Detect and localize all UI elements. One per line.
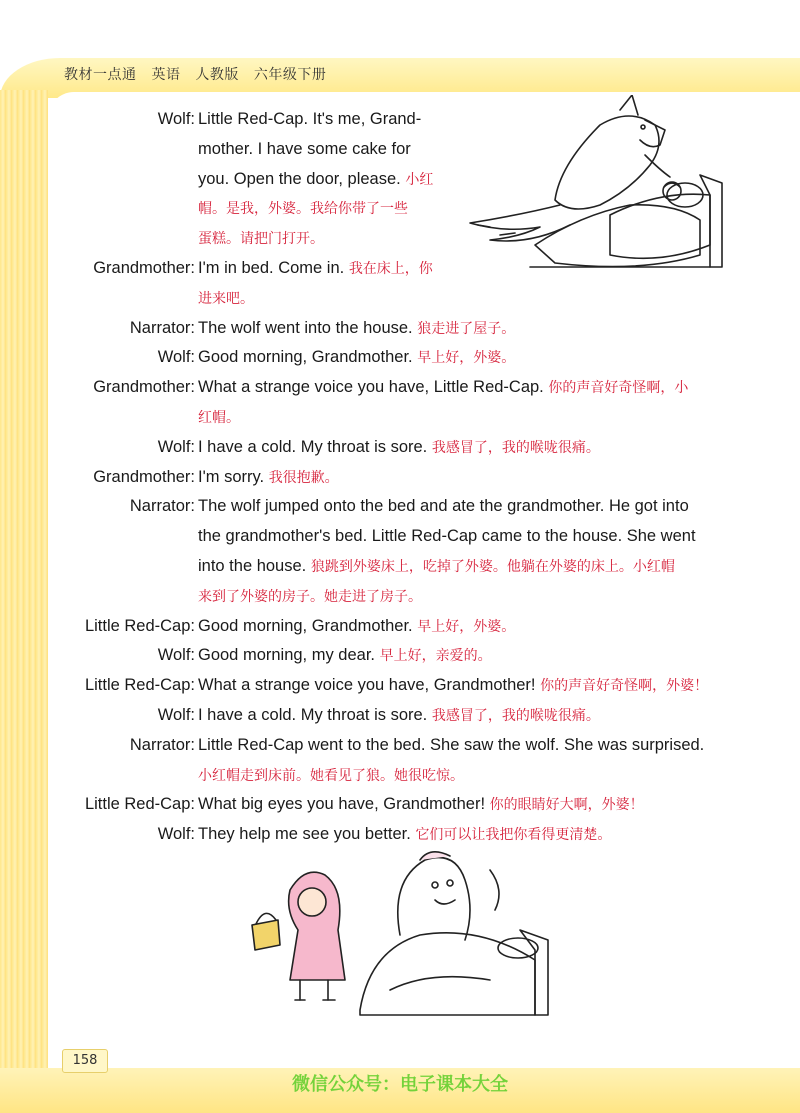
speaker-label: Little Red-Cap: (84, 676, 195, 695)
speaker-label: Wolf: (157, 110, 195, 128)
english-text: The wolf went into the house. (198, 318, 413, 337)
speaker-label: Wolf: (157, 437, 195, 456)
english-text: Little Red-Cap. It's me, Grand- (198, 110, 422, 128)
line-text (198, 283, 254, 314)
header-grade: 六年级下册 (253, 67, 327, 83)
english-text: I'm sorry. (198, 467, 265, 486)
dialogue-line (0, 789, 760, 819)
line-text (198, 730, 704, 760)
line-text (198, 134, 411, 164)
dialogue-line (0, 521, 760, 551)
english-text: What a strange voice you have, Grandmother! (198, 676, 536, 695)
dialogue-line (0, 402, 760, 432)
dialogue-line (0, 700, 760, 730)
dialogue-line (0, 372, 760, 402)
chinese-translation: 你的眼睛好大啊，外婆！ (489, 797, 644, 814)
speaker-label: Narrator: (129, 318, 195, 337)
dialogue-line (0, 164, 760, 194)
chinese-translation: 蛋糕。请把门打开。 (198, 231, 324, 248)
english-text: The wolf jumped onto the bed and ate the grandmother. He got into (198, 497, 689, 516)
english-text: I'm in bed. Come in. (198, 259, 345, 277)
line-text (198, 760, 464, 791)
chinese-translation: 帽。是我，外婆。我给你带了一些 (198, 201, 408, 218)
chinese-translation: 早上好，亲爱的。 (379, 648, 492, 665)
dialogue-line (0, 134, 760, 164)
line-text (198, 104, 421, 134)
line-text (198, 819, 611, 850)
header-edition: 人教版 (195, 67, 239, 83)
speaker-label: Grandmother: (93, 259, 195, 277)
chinese-translation: 我在床上，你 (348, 261, 433, 277)
line-text (198, 402, 240, 433)
dialogue-line (0, 760, 760, 790)
chinese-translation: 红帽。 (198, 410, 240, 426)
line-text (198, 521, 696, 551)
chinese-translation: 它们可以让我把你看得更清楚。 (415, 827, 612, 844)
dialogue-line (0, 491, 760, 521)
line-text (198, 372, 688, 403)
line-text (198, 491, 689, 521)
chinese-translation: 你的声音好奇怪啊，外婆！ (540, 678, 709, 695)
chinese-translation: 我感冒了，我的喉咙很痛。 (431, 708, 600, 724)
line-text (198, 640, 492, 671)
line-text (198, 551, 675, 582)
line-text (198, 223, 324, 254)
english-text: Good morning, Grandmother. (198, 348, 413, 367)
chinese-translation: 你的声音好奇怪啊，小 (548, 380, 689, 397)
line-text (198, 462, 339, 493)
chinese-translation: 来到了外婆的房子。她走进了房子。 (198, 588, 422, 605)
dialogue-line (0, 819, 760, 849)
line-text (198, 164, 433, 195)
dialogue-line (0, 342, 760, 372)
dialogue-line (0, 253, 760, 283)
chinese-translation: 早上好，外婆。 (417, 618, 516, 635)
chinese-translation: 小红帽走到床前。她看见了狼。她很吃惊。 (198, 767, 464, 784)
speaker-label: Wolf: (157, 825, 195, 844)
english-text: I have a cold. My throat is sore. (198, 437, 428, 456)
english-text: What big eyes you have, Grandmother! (198, 795, 486, 814)
header-book-series: 教材一点通 (64, 67, 137, 83)
english-text: the grandmother's bed. Little Red-Cap came to the house. She went (198, 527, 696, 546)
speaker-label: Grandmother: (93, 378, 195, 397)
english-text: you. Open the door, please. (198, 169, 401, 188)
english-text: mother. I have some cake for (198, 139, 411, 158)
line-text (198, 432, 600, 463)
speaker-label: Wolf: (157, 706, 195, 724)
speaker-label: Wolf: (157, 348, 195, 367)
dialogue-line (0, 104, 760, 134)
dialogue-line (0, 313, 760, 343)
english-text: into the house. (198, 557, 307, 575)
line-text (198, 611, 515, 642)
red-cap-and-wolf-illustration (250, 850, 560, 1020)
line-text (198, 313, 515, 344)
chinese-translation: 狼走进了屋子。 (417, 320, 516, 337)
english-text: What a strange voice you have, Little Red-Cap. (198, 378, 544, 397)
dialogue-line (0, 462, 760, 492)
dialogue-line (0, 611, 760, 641)
speaker-label: Narrator: (129, 497, 195, 516)
line-text (198, 342, 515, 373)
dialogue-line (0, 223, 760, 253)
speaker-label: Grandmother: (93, 467, 195, 486)
page-number: 158 (62, 1049, 108, 1073)
chinese-translation: 狼跳到外婆床上，吃掉了外婆。他躺在外婆的床上。小红帽 (310, 559, 675, 575)
line-text (198, 581, 422, 612)
english-text: Good morning, Grandmother. (198, 616, 413, 635)
chinese-translation: 早上好，外婆。 (417, 350, 516, 367)
speaker-label: Little Red-Cap: (84, 795, 195, 814)
dialogue-line (0, 551, 760, 581)
dialogue-line (0, 640, 760, 670)
page-header (64, 64, 336, 84)
line-text (198, 789, 644, 820)
dialogue-line (0, 581, 760, 611)
speaker-label: Little Red-Cap: (84, 616, 195, 635)
english-text: Good morning, my dear. (198, 646, 376, 665)
header-subject: 英语 (151, 67, 181, 83)
dialogue-line (0, 193, 760, 223)
english-text: I have a cold. My throat is sore. (198, 706, 428, 724)
line-text (198, 193, 408, 224)
footer-watermark: 微信公众号：电子课本大全 (292, 1074, 508, 1095)
chinese-translation: 进来吧。 (198, 290, 254, 307)
line-text (198, 700, 600, 731)
english-text: Little Red-Cap went to the bed. She saw the wolf. She was surprised. (198, 735, 705, 754)
dialogue-line (0, 730, 760, 760)
chinese-translation: 小红 (405, 171, 434, 188)
dialogue-line (0, 670, 760, 700)
dialogue-line (0, 432, 760, 462)
english-text: They help me see you better. (198, 825, 411, 844)
line-text (198, 253, 433, 284)
line-text (198, 670, 708, 701)
chinese-translation: 我很抱歉。 (268, 469, 339, 486)
speaker-label: Narrator: (129, 735, 195, 754)
speaker-label: Wolf: (157, 646, 195, 665)
chinese-translation: 我感冒了，我的喉咙很痛。 (431, 439, 600, 456)
dialogue-line (0, 283, 760, 313)
